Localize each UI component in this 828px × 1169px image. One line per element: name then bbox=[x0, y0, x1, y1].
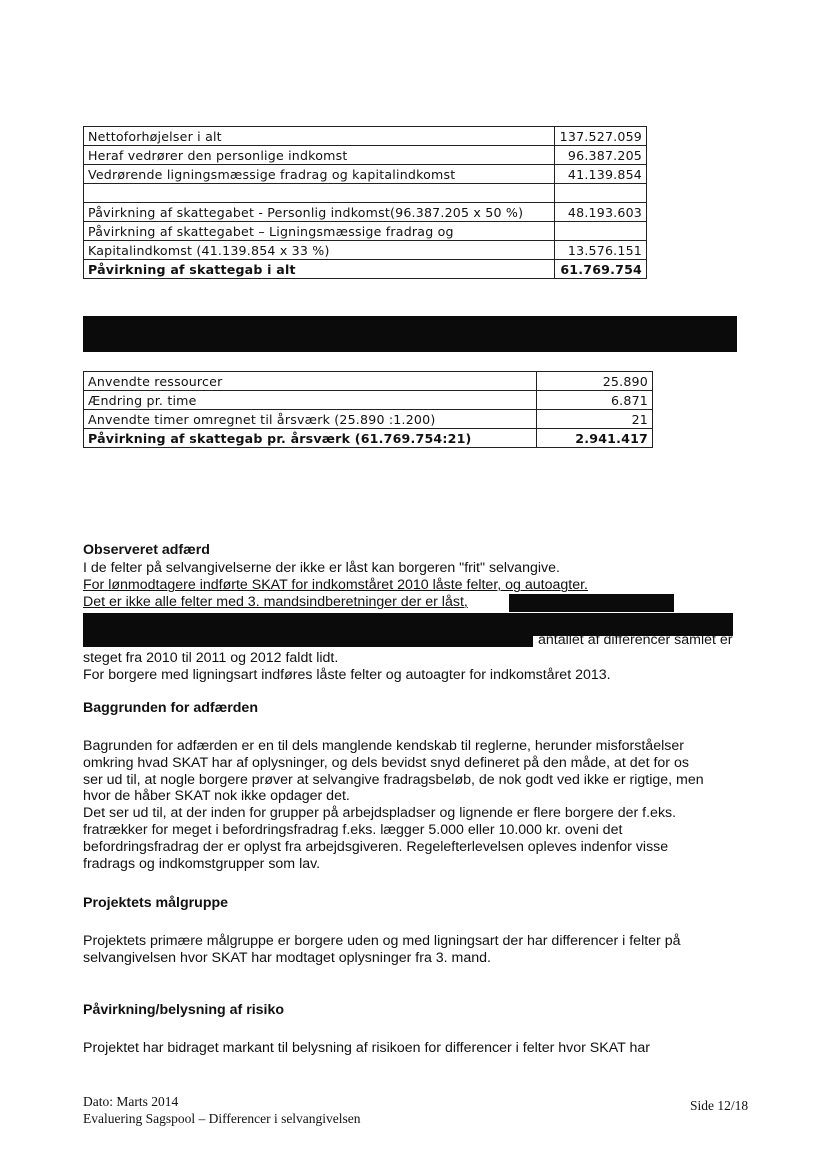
row-value: 6.871 bbox=[537, 391, 653, 410]
observed-heading: Observeret adfærd bbox=[83, 542, 210, 558]
resources-table bbox=[83, 371, 653, 448]
risk-line-1: Projektet har bidraget markant til belysning af risikoen for differencer i felter hvor SKAT har bbox=[83, 1040, 650, 1056]
row-value: 96.387.205 bbox=[555, 146, 647, 165]
row-label: Nettoforhøjelser i alt bbox=[84, 127, 555, 146]
observed-line-1: I de felter på selvangivelserne der ikke er låst kan borgeren "frit" selvangive. bbox=[83, 560, 560, 576]
row-value: 61.769.754 bbox=[555, 260, 647, 279]
table-row bbox=[84, 203, 647, 222]
target-line-1: Projektets primære målgruppe er borgere uden og med ligningsart der har differencer i felter på bbox=[83, 933, 681, 949]
background-line-7: befordringsfradrag der er oplyst fra arbejdsgiveren. Regelefterlevelsen opleves indenfor visse bbox=[83, 838, 669, 855]
row-value: 13.576.151 bbox=[555, 241, 647, 260]
row-label: Anvendte timer omregnet til årsværk (25.890 :1.200) bbox=[84, 410, 537, 429]
background-line-3: ser ud til, at nogle borgere prøver at selvangive fradragsbeløb, de nok godt ved ikke er rigtige, men bbox=[83, 771, 704, 788]
background-line-8: fradrags og indkomstgrupper som lav. bbox=[83, 855, 321, 872]
row-label bbox=[84, 184, 555, 203]
table-row bbox=[84, 165, 647, 184]
row-value bbox=[555, 184, 647, 203]
row-label: Heraf vedrører den personlige indkomst bbox=[84, 146, 555, 165]
table-row bbox=[84, 146, 647, 165]
background-line-4: hvor de håber SKAT nok ikke opdager det. bbox=[83, 788, 350, 805]
observed-line-4: antallet af differencer samlet er bbox=[538, 632, 733, 648]
table-row bbox=[84, 260, 647, 279]
row-value: 25.890 bbox=[537, 372, 653, 391]
background-line-6: fratrækker for meget i befordringsfradrag f.eks. lægger 5.000 eller 10.000 kr. oveni det bbox=[83, 822, 623, 838]
table-row bbox=[84, 391, 653, 410]
table-row bbox=[84, 241, 647, 260]
redaction-block-3 bbox=[83, 633, 533, 647]
observed-line-6: For borgere med ligningsart indføres låste felter og autoagter for indkomståret 2013. bbox=[83, 667, 611, 683]
risk-heading: Påvirkning/belysning af risiko bbox=[83, 1002, 285, 1018]
row-label: Påvirkning af skattegab pr. årsværk (61.769.754:21) bbox=[84, 429, 537, 448]
footer-page-number: Side 12/18 bbox=[690, 1098, 749, 1113]
table-row bbox=[84, 222, 647, 241]
background-line-5: Det ser ud til, at der inden for grupper på arbejdspladser og lignende er flere borgere der f.eks. bbox=[83, 805, 677, 822]
observed-line-2: For lønmodtagere indførte SKAT for indkomståret 2010 låste felter, og autoagter. bbox=[83, 577, 588, 593]
row-value: 48.193.603 bbox=[555, 203, 647, 222]
footer-title: Evaluering Sagspool – Differencer i selvangivelsen bbox=[83, 1111, 361, 1126]
table-row bbox=[84, 372, 653, 391]
table-row bbox=[84, 184, 647, 203]
row-value: 21 bbox=[537, 410, 653, 429]
row-value: 41.139.854 bbox=[555, 165, 647, 184]
row-label: Vedrørende ligningsmæssige fradrag og kapitalindkomst bbox=[84, 165, 555, 184]
table-row bbox=[84, 410, 653, 429]
table-row bbox=[84, 429, 653, 448]
redaction-bar bbox=[83, 316, 737, 352]
footer-date: Dato: Marts 2014 bbox=[83, 1094, 179, 1109]
row-label: Kapitalindkomst (41.139.854 x 33 %) bbox=[84, 241, 555, 260]
target-heading: Projektets målgruppe bbox=[83, 895, 229, 911]
skattegab-table bbox=[83, 126, 647, 279]
row-value bbox=[555, 222, 647, 241]
observed-line-3: Det er ikke alle felter med 3. mandsindberetninger der er låst, bbox=[83, 594, 468, 610]
target-line-2: selvangivelsen hvor SKAT har modtaget oplysninger fra 3. mand. bbox=[83, 950, 491, 966]
row-value: 2.941.417 bbox=[537, 429, 653, 448]
redaction-block-1 bbox=[509, 594, 674, 612]
row-label: Påvirkning af skattegab i alt bbox=[84, 260, 555, 279]
table-row bbox=[84, 127, 647, 146]
row-value: 137.527.059 bbox=[555, 127, 647, 146]
row-label: Påvirkning af skattegabet – Ligningsmæssige fradrag og bbox=[84, 222, 555, 241]
background-line-2: omkring hvad SKAT har af oplysninger, og dels bevidst snyd defineret på den måde, at det for os bbox=[83, 754, 689, 771]
row-label: Anvendte ressourcer bbox=[84, 372, 537, 391]
background-line-1: Bagrunden for adfærden er en til dels manglende kendskab til reglerne, herunder misforståelser bbox=[83, 738, 684, 754]
observed-line-5: steget fra 2010 til 2011 og 2012 faldt lidt. bbox=[83, 650, 339, 666]
background-heading: Baggrunden for adfærden bbox=[83, 700, 258, 716]
row-label: Påvirkning af skattegabet - Personlig indkomst(96.387.205 x 50 %) bbox=[84, 203, 555, 222]
row-label: Ændring pr. time bbox=[84, 391, 537, 410]
